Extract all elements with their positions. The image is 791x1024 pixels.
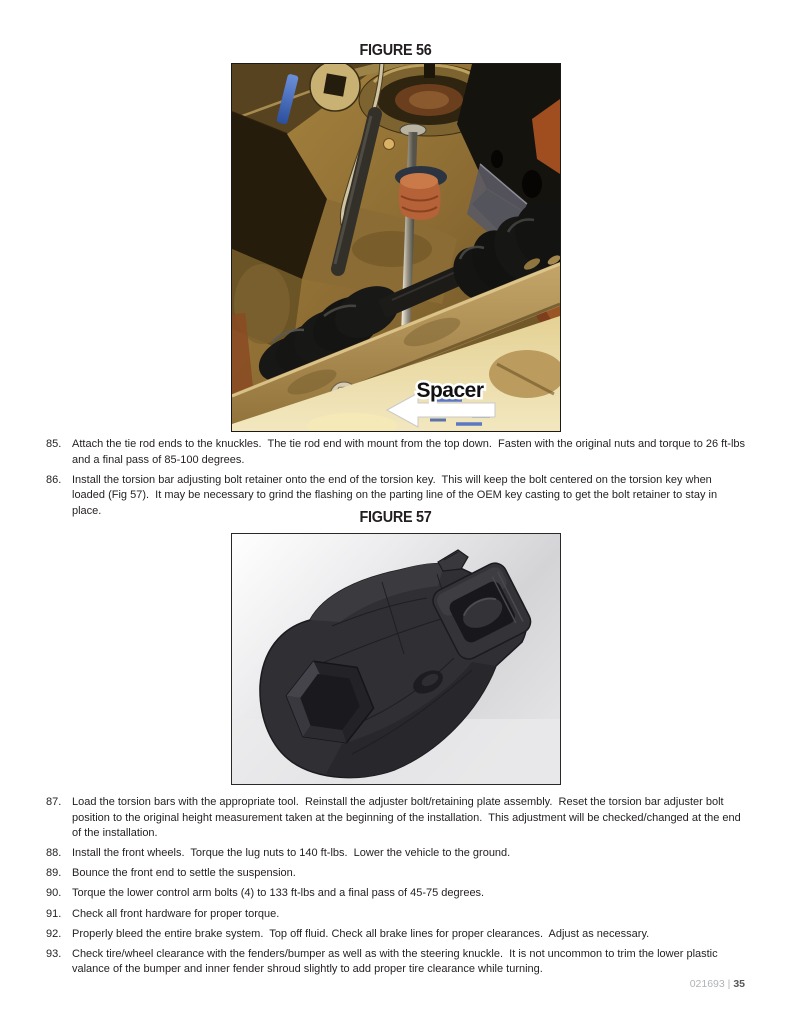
step-87 xyxy=(46,795,747,842)
step-text: Load the torsion bars with the appropriate tool. Reinstall the adjuster bolt/retaining plate assembly. Reset the torsion bar adjuster bolt position to the original height measurement taken at the beginning of the installation. This adjustment will be checked/changed at the end of the installation. xyxy=(72,796,744,840)
step-number: 92. xyxy=(46,927,62,940)
step-text: Check tire/wheel clearance with the fenders/bumper as well as with the steering knuckle. It is not uncommon to trim the lower plastic valance of the bumper and inner fender shroud slightly to add proper tire clearance while turning. xyxy=(72,947,721,976)
page-number: 35 xyxy=(733,978,745,990)
step-number: 85. xyxy=(46,438,62,450)
step-85 xyxy=(46,437,747,468)
page-footer xyxy=(690,978,745,990)
suspension-photo xyxy=(232,64,560,431)
step-92 xyxy=(46,927,747,943)
step-number: 89. xyxy=(46,867,62,880)
step-text: Torque the lower control arm bolts (4) to 133 ft-lbs and a final pass of 45-75 degrees. xyxy=(72,887,485,900)
torsion-key-render xyxy=(232,534,560,784)
figure-56-photo xyxy=(231,63,561,432)
step-number: 93. xyxy=(46,947,62,960)
step-number: 88. xyxy=(46,847,62,860)
step-93 xyxy=(46,947,747,978)
step-90 xyxy=(46,886,747,902)
figure-57-render xyxy=(231,533,561,785)
step-89 xyxy=(46,866,747,882)
figure-57-title: FIGURE 57 xyxy=(359,509,432,526)
step-number: 91. xyxy=(46,907,62,920)
step-number: 90. xyxy=(46,887,62,900)
step-text: Install the front wheels. Torque the lug nuts to 140 ft-lbs. Lower the vehicle to the ground. xyxy=(72,847,511,860)
step-text: Check all front hardware for proper torque. xyxy=(72,907,280,920)
step-88 xyxy=(46,846,747,862)
step-number: 87. xyxy=(46,796,62,808)
step-text: Bounce the front end to settle the suspension. xyxy=(72,867,296,880)
spacer-label: Spacer xyxy=(416,379,484,402)
step-number: 86. xyxy=(46,473,62,486)
step-91 xyxy=(46,907,747,923)
figure-56-title: FIGURE 56 xyxy=(359,42,432,59)
steps-87-93 xyxy=(46,795,747,982)
step-text: Install the torsion bar adjusting bolt retainer onto the end of the torsion key. This will keep the bolt centered on the torsion key when loaded (Fig 57). It may be necessary to grind the flashing on the parting line of the OEM key casting to get the bolt retainer to stay in place. xyxy=(72,473,721,517)
step-text: Attach the tie rod ends to the knuckles. The tie rod end with mount from the top down. Fasten with the original nuts and torque to 26 ft-lbs and a final pass of 85-100 degrees. xyxy=(72,438,749,466)
doc-number: 021693 xyxy=(689,978,725,990)
step-text: Properly bleed the entire brake system. Top off fluid. Check all brake lines for proper clearances. Adjust as necessary. xyxy=(72,927,650,940)
footer-separator: | xyxy=(727,978,731,990)
